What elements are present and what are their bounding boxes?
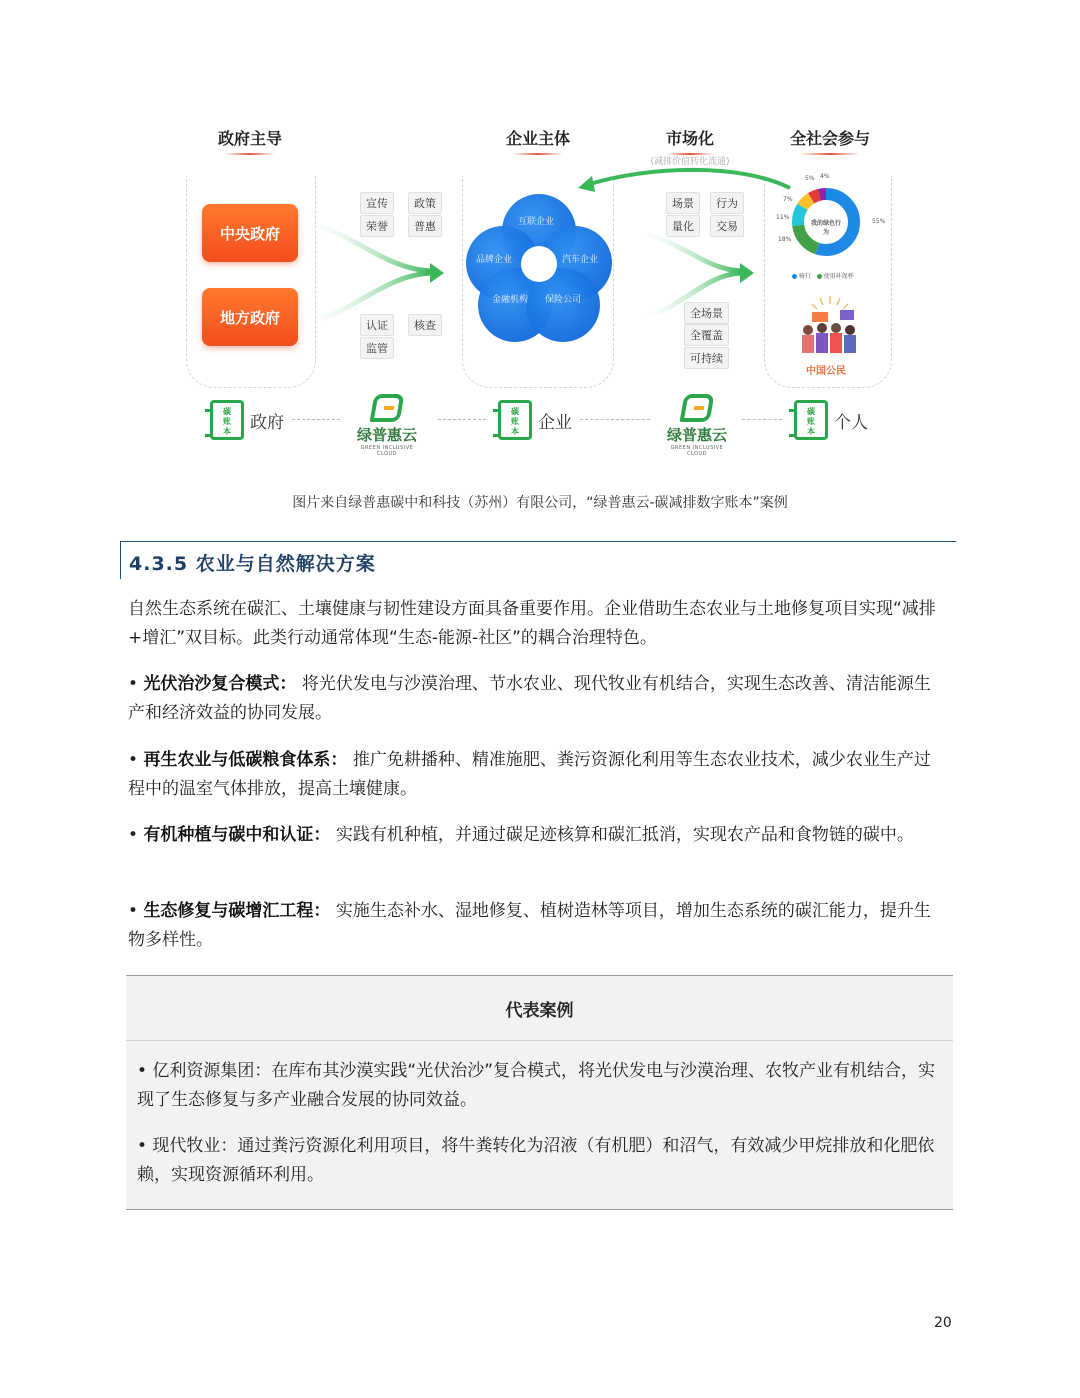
arrow-head-3 [578,176,595,192]
label-insurance: 保险公司 [545,295,582,305]
ledger-char-9: 本 [807,427,815,436]
logo-small-1: GREEN INCLUSIVE CLOUD [360,445,414,457]
footer-divider-3 [580,419,650,420]
header-government: 政府主导 [208,126,292,155]
section-header [120,541,956,579]
bullet-text: 实践有机种植，并通过碳足迹核算和碳汇抵消，实现农产品和食物链的碳中。 [335,825,914,845]
donut-center-label: 我的绿色行为 [810,220,841,236]
tag-policy: 政策 [408,192,442,214]
logo-mark-icon [370,394,405,422]
section-title: 4.3.5 农业与自然解决方案 [129,553,376,575]
logo-green-inclusive-cloud-1 [352,394,422,457]
donut-legend [792,271,854,280]
footer-divider-2 [438,419,486,420]
figure-caption: 图片来自绿普惠碳中和科技（苏州）有限公司，“绿普惠云-碳减排数字账本”案例 [292,495,788,511]
market-subtitle: (减排价值转化流通) [650,157,730,167]
bullet-text: 将光伏发电与沙漠治理、节水农业、现代牧业有机结合，实现生态改善、清洁能源生产和经济效益的协同发展。 [128,674,931,723]
logo-mark-icon-2 [680,394,715,422]
arrow-head-2 [740,263,754,283]
cases-title: 代表案例 [126,976,953,1041]
footer-divider-4 [742,419,782,420]
donut-label-18: 18% [778,236,792,243]
citizens-illustration [790,292,870,362]
logo-green-inclusive-cloud-2 [662,394,732,457]
legend-dot-green [817,274,822,279]
footer-divider-1 [292,419,340,420]
carbon-ledger-diagram [180,118,900,458]
tag-quantify: 量化 [666,215,700,237]
bullet-label: 再生农业与低碳粮食体系： [143,750,348,770]
logo-text-1: 绿普惠云 [356,426,417,444]
bullet-text: 实施生态补水、湿地修复、植树造林等项目，增加生态系统的碳汇能力，提升生物多样性。 [128,901,931,950]
ledger-char-2: 账 [223,417,231,426]
label-internet: 互联企业 [518,217,555,227]
legend-cycling: 骑行 [799,273,812,280]
intro-paragraph: 自然生态系统在碳汇、土壤健康与韧性建设方面具备重要作用。企业借助生态农业与土地修复项目实现“减排+增汇”双目标。此类行动通常体现“生态-能源-社区”的耦合治理特色。 [128,599,936,648]
logo-small-2: GREEN INCLUSIVE CLOUD [670,445,724,457]
ledger-icon-individual [794,400,828,440]
footer-label-enterprise: 企业 [538,413,572,433]
central-government-box: 中央政府 [202,204,298,262]
header-society: 全社会参与 [780,126,880,155]
logo-text-2: 绿普惠云 [666,426,727,444]
arrow-society-to-enterprise [590,170,790,188]
ledger-char-8: 账 [807,417,815,426]
tag-all-cover: 全覆盖 [684,324,729,346]
ledger-char-3: 本 [223,427,231,436]
local-government-box: 地方政府 [202,288,298,346]
tag-trade: 交易 [710,215,744,237]
tag-publicity: 宣传 [360,192,394,214]
representative-cases-box [126,975,953,1210]
ledger-char-1: 碳 [223,407,231,416]
donut-label-5: 5% [805,175,815,182]
bullet-text: 推广免耕播种、精准施肥、粪污资源化利用等生态农业技术，减少农业生产过程中的温室气体排放，提高土壤健康。 [128,750,931,799]
flower-center [521,246,557,282]
bullet-regen-agri: • 再生农业与低碳粮食体系： 推广免耕播种、精准施肥、粪污资源化利用等生态农业技术，减少农业生产过程中的温室气体排放，提高土壤健康。 [128,750,931,799]
citizens-label: 中国公民 [806,366,846,377]
ledger-char-5: 账 [511,417,519,426]
page-number: 20 [934,1315,952,1331]
label-brand: 品牌企业 [476,255,513,265]
bullet-label: 生态修复与碳增汇工程： [143,901,331,921]
tag-verify: 核查 [408,314,442,336]
donut-label-4: 4% [820,173,830,180]
donut-label-7: 7% [783,196,793,203]
label-auto: 汽车企业 [562,255,599,265]
tag-behavior: 行为 [710,192,744,214]
tag-supervise: 监管 [360,337,394,359]
case-modern-dairy: • 现代牧业：通过粪污资源化利用项目，将牛粪转化为沼液（有机肥）和沼气，有效减少甲烷排放和化肥依赖，实现资源循环利用。 [137,1136,935,1185]
legend-dot-blue [792,274,797,279]
arrow-head-1 [430,263,444,283]
tag-certify: 认证 [360,314,394,336]
tag-inclusive: 普惠 [408,215,442,237]
legend-cup: 使用环保杯 [823,273,854,280]
tag-sustainable: 可持续 [684,347,729,369]
tag-all-scene: 全场景 [684,302,729,324]
tag-scene: 场景 [666,192,700,214]
footer-label-individual: 个人 [834,413,868,433]
bullet-label: 有机种植与碳中和认证： [143,825,331,845]
bullet-label: 光伏治沙复合模式： [143,674,297,694]
ledger-icon-gov [210,400,244,440]
bullet-organic: • 有机种植与碳中和认证： 实践有机种植，并通过碳足迹核算和碳汇抵消，实现农产品和食物链的碳中。 [128,825,914,845]
bullet-eco-restore: • 生态修复与碳增汇工程： 实施生态补水、湿地修复、植树造林等项目，增加生态系统的碳汇能力，提升生物多样性。 [128,901,931,950]
arrow-gov-to-enterprise [300,223,430,323]
tag-honor: 荣誉 [360,215,394,237]
ledger-char-7: 碳 [807,407,815,416]
ledger-char-6: 本 [511,427,519,436]
donut-label-11: 11% [776,214,790,221]
ledger-char-4: 碳 [511,407,519,416]
header-market: 市场化 [650,126,730,155]
donut-label-55: 55% [872,218,886,225]
bullet-pv-desert: • 光伏治沙复合模式： 将光伏发电与沙漠治理、节水农业、现代牧业有机结合，实现生态改善、清洁能源生产和经济效益的协同发展。 [128,674,931,723]
case-elion: • 亿利资源集团：在库布其沙漠实践“光伏治沙”复合模式，将光伏发电与沙漠治理、农牧产业有机结合，实现了生态修复与多产业融合发展的协同效益。 [137,1061,936,1110]
label-finance: 金融机构 [492,295,529,305]
header-enterprise: 企业主体 [496,126,580,155]
footer-label-government: 政府 [250,413,284,433]
ledger-icon-enterprise [498,400,532,440]
